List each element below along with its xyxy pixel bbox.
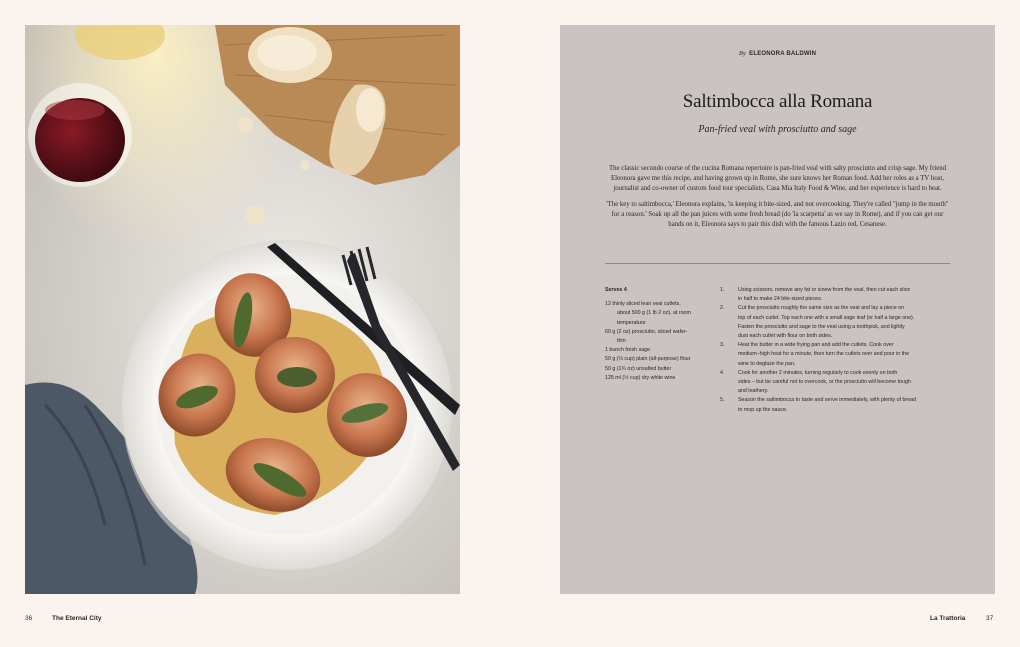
ingredient-line: 50 g (1¾ oz) unsalted butter [605,365,672,372]
step-line: Fasten the prosciutto and sage to the veal using a toothpick, and lightly [738,323,905,330]
intro-paragraph-1: The classic secondo course of the cucina Romana repertoire is pan-fried veal with salty prosciutto and crisp sage. My friend Eleonora gave me this recipe, and having grown up in Rome, she sure knows her Roman food. Add her roles as a TV host, journalist and co-owner of custom food tour specialists, Casa Mia Italy Food & Wine, and her experience is hard to beat. [608,165,947,192]
step-line: Cut the prosciutto roughly the same size as the veal and lay a piece on [738,305,905,312]
footer-left-page-number: 36 [25,615,33,622]
footer-right-section-label: La Trattoria [930,615,966,622]
step-line: Using scissors, remove any fat or sinew from the veal, then cut each slice [738,287,911,293]
step-number: 2. [720,305,725,312]
footer-right-section [930,615,965,622]
step-line: dust each cutlet with flour on both sides. [738,333,833,340]
food-photo-illustration [25,25,460,594]
step-number: 3. [720,342,725,349]
step-number: 1. [720,287,725,293]
step-line: and leathery. [738,388,769,395]
step-number: 5. [720,397,725,404]
step-line: top of each cutlet. Top each one with a small sage leaf (or half a large one). [738,314,915,321]
ingredient-line: 12 thinly sliced lean veal cutlets, [605,301,681,308]
method-step [720,341,952,369]
ingredient-line: thin [617,338,626,345]
byline-prefix: By [738,50,747,57]
step-number: 4. [720,369,725,376]
method-step [720,369,952,397]
byline-author: ELEONORA BALDWIN [749,51,817,57]
method-step [720,396,952,414]
step-line: Heat the butter in a wide frying pan and add the cutlets. Cook over [738,342,894,349]
recipe-title: Saltimbocca alla Romana [682,91,873,112]
step-line: Season the saltimbocca to taste and serve immediately, with plenty of bread [738,397,917,404]
recipe-intro [605,164,950,236]
ingredient-line: about 500 g (1 lb 2 oz), at room [617,310,691,317]
step-line: in half to make 24 bite-sized pieces. [738,296,823,303]
ingredient-line: 60 g (2 oz) prosciutto, sliced wafer- [605,328,688,335]
recipe-panel [560,25,995,594]
method-step [720,286,952,304]
ingredient-line: 125 ml (½ cup) dry white wine [605,374,676,381]
step-line: Cook for another 2 minutes, turning regularly to cook evenly on both [738,369,898,376]
recipe-subtitle: Pan-fried veal with prosciutto and sage [698,124,857,135]
food-photo [25,25,460,594]
method-list [720,286,952,415]
footer-left-section-label: The Eternal City [52,615,102,622]
step-line: medium–high heat for a minute, then turn the cutlets over and pour in the [738,351,910,358]
intro-paragraph-2: 'The key to saltimbocca,' Eleonora explains, 'is keeping it bite-sized, and not overcooking. They're called "jump in the mouth" for a reason.' Soak up all the pan juices with some fresh bread (do 'la scarpetta' as we say in Rome), and if you can get our hands on it, Eleonora says to pair this dish with the famous Lazio red, Cesanese. [606,201,949,228]
footer-right-page-number: 37 [986,615,994,622]
byline [560,50,995,57]
ingredient-line: 1 bunch fresh sage [605,347,651,354]
ingredient-line: 50 g (⅓ cup) plain (all-purpose) flour [605,356,691,363]
ingredient-line: temperature [617,319,646,326]
method-step [720,304,952,341]
step-line: to mop up the sauce. [738,406,788,413]
ingredients-list [605,286,715,383]
step-line: wine to deglaze the pan. [738,360,796,367]
divider [605,263,950,264]
serves-label: Serves 4 [605,287,627,293]
footer-left-section [52,615,101,622]
step-line: sides – but be careful not to overcook, or the prosciutto will become tough [738,379,911,386]
